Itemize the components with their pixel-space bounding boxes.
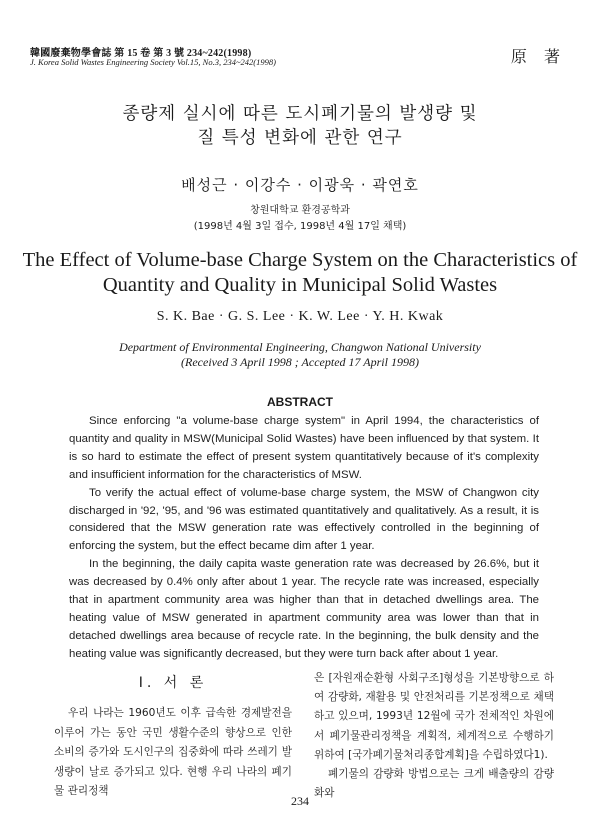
korean-affiliation: 창원대학교 환경공학과 <box>250 205 350 216</box>
english-authors: S. K. Bae · G. S. Lee · K. W. Lee · Y. H. Kwak <box>156 309 444 324</box>
article-type-tag: 原 著 <box>510 47 566 66</box>
body-column-left <box>54 704 292 802</box>
korean-dates: (1998년 4월 3일 접수, 1998년 4월 17일 채택) <box>193 221 407 232</box>
korean-authors: 배성근 · 이강수 · 이광욱 · 곽연호 <box>181 176 419 194</box>
korean-title-line-1: 종량제 실시에 따른 도시폐기물의 발생량 및 <box>122 104 478 124</box>
english-affiliation: Department of Environmental Engineering, Changwon National University <box>119 340 481 354</box>
abstract-paragraph: In the beginning, the daily capita waste generation rate was decreased by 26.6%, but it was decreased by 0.4% only after about 1 year. The recycle rate was increased, especially that in apartment community area was higher than that in detached dwellings area. The heating value of MSW generated in apartment community area was lower than that in detached dwellings area because of recycle rate. In the beginning, the bulk density and the heating value was significantly decreased, but they were turn back after about 1 year. <box>69 558 539 660</box>
abstract-paragraph: To verify the actual effect of volume-base charge system, the MSW of Changwon city discharged in '92, '95, and '96 was estimated quantitatively and qualitatively. As a result, it is considered that the MSW generation rate was effectively controlled in the beginning of enforcing the system, but the effect became dim after 1 year. <box>69 486 539 553</box>
journal-citation-english: J. Korea Solid Wastes Engineering Society Vol.15, No.3, 234~242(1998) <box>30 57 276 67</box>
english-dates: (Received 3 April 1998 ; Accepted 17 April 1998) <box>181 355 419 369</box>
abstract-body <box>69 413 539 664</box>
body-paragraph: 폐기물의 감량화 방법으로는 크게 배출량의 감량화와 <box>314 768 554 800</box>
abstract-paragraph: Since enforcing "a volume-base charge system" in April 1994, the characteristics of quantity and quality in MSW(Municipal Solid Wastes) have been influenced by that system. It is so hard to estimate the effect of present system quantitatively because of it's complexity and insufficient information for the characteristics of MSW. <box>69 415 539 481</box>
abstract-heading: ABSTRACT <box>267 395 333 409</box>
body-paragraph: 우리 나라는 1960년도 이후 급속한 경제발전을 이루어 가는 동안 국민 생활수준의 향상으로 인한 소비의 증가와 도시인구의 집중화에 따라 쓰레기 발생량이 날로 증가되고 있다. 현행 우리 나라의 폐기물 관리정책 <box>54 707 292 797</box>
body-paragraph: 은 [자원재순환형 사회구조]형성을 기본방향으로 하여 감량화, 재활용 및 안전처리를 기본정책으로 채택하고 있으며, 1993년 12월에 국가 전체적인 차원에서 폐기물관리정책을 계획적, 체계적으로 수행하기 위하여 [국가폐기물처리종합계획]을 수립하였다1). <box>314 672 554 761</box>
body-column-right <box>314 669 554 803</box>
section-heading-introduction: Ⅰ. 서 론 <box>138 675 208 691</box>
page-number: 234 <box>291 794 309 808</box>
english-title-line-1: The Effect of Volume-base Charge System on the Characteristics of <box>22 249 578 271</box>
korean-title-line-2: 질 특성 변화에 관한 연구 <box>197 128 403 148</box>
journal-citation-korean: 韓國廢棄物學會誌 第 15 卷 第 3 號 234~242(1998) <box>30 48 252 59</box>
english-title-line-2: Quantity and Quality in Municipal Solid Wastes <box>102 274 498 296</box>
